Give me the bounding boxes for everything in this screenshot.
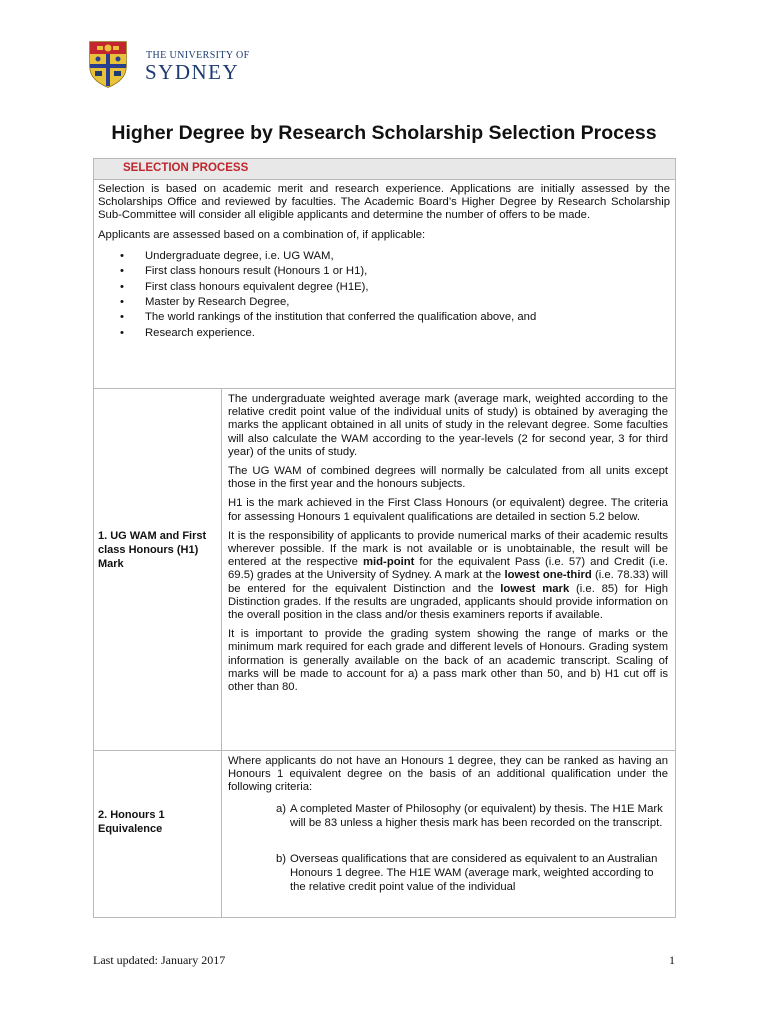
section-heading: SELECTION PROCESS (123, 162, 249, 174)
page-title: Higher Degree by Research Scholarship Selection Process (111, 122, 657, 144)
list-item: • First class honours result (Honours 1 or H1), (98, 264, 670, 279)
list-item: • Undergraduate degree, i.e. UG WAM, (98, 249, 670, 264)
lead-paragraph: Applicants are assessed based on a combination of, if applicable: (98, 228, 426, 241)
list-item: • The world rankings of the institution that conferred the qualification above, and (98, 310, 670, 325)
criterion-a (256, 802, 668, 830)
criterion-b-text: Overseas qualifications that are considered as equivalent to an Australian Honours 1 degree. The H1E WAM (average mark, weighted according to the relative credit point value of the individual (290, 852, 658, 893)
criteria-list (98, 249, 670, 341)
honours-paragraph: Where applicants do not have an Honours 1 degree, they can be ranked as having an Honours 1 equivalent degree on the basis of an additional qualification under the following criteria: (228, 755, 668, 794)
ug-wam-paragraph-2: The UG WAM of combined degrees will normally be calculated from all units except those in the first year and the honours subjects. (228, 465, 668, 491)
criterion-b (256, 852, 668, 894)
ug-wam-label: 1. UG WAM and First class Honours (H1) Mark (98, 530, 207, 570)
logo-university-of: THE UNIVERSITY OF (146, 50, 250, 61)
p4-text-c: for the equivalent Pass (i.e. 57) and Credit (i.e. 69.5) grades at the University of Sydney. A mark at the (228, 556, 668, 582)
honours-row (94, 751, 675, 919)
footer-updated: Last updated: January 2017 (93, 953, 226, 967)
p4-text-g: (i.e. 85) for High Distinction grades. If the results are ungraded, applicants should provide information on the overall position in the class and/or thesis examiners reports if available. (228, 582, 668, 622)
list-item: • Master by Research Degree, (98, 295, 670, 310)
criterion-b-letter: b) (275, 852, 286, 865)
crest-icon (88, 40, 128, 88)
list-item: • First class honours equivalent degree (H1E), (98, 280, 670, 295)
list-item: • Research experience. (98, 326, 670, 341)
p4-text-a: It is the responsibility of applicants to provide numerical marks of their academic results wherever possible. If the mark is not available or is unobtainable, the result will be entered at the respective (228, 529, 668, 569)
p4-bold-lowest-third: lowest one-third (504, 569, 592, 582)
table-header (94, 159, 675, 180)
university-logo (88, 40, 258, 92)
selection-table (93, 158, 676, 918)
ug-wam-paragraph-3: H1 is the mark achieved in the First Class Honours (or equivalent) degree. The criteria for assessing Honours 1 equivalent qualifications are detailed in section 5.2 below. (228, 497, 668, 523)
honours-label: 2. Honours 1 Equivalence (98, 809, 165, 835)
p4-bold-midpoint: mid-point (362, 556, 415, 569)
page-number: 1 (669, 953, 675, 967)
p4-bold-lowest-mark: lowest mark (500, 582, 570, 595)
intro-paragraph: Selection is based on academic merit and research experience. Applications are initially assessed by the Scholarships Office and reviewed by faculties. The Academic Board’s Higher Degree by Research Scholarship Sub-Committee will consider all eligible applicants and determine the number of offers to be made. (98, 183, 670, 222)
ug-wam-paragraph-5: It is important to provide the grading system showing the range of marks or the minimum mark required for each grade and different levels of Honours. Grading system information is generally available on the back of an academic transcript. Scaling of marks will be made to account for a) a pass mark other than 50, and b) H1 cut off is other than 80. (228, 628, 668, 694)
ug-wam-row (94, 389, 675, 751)
criterion-a-letter: a) (275, 802, 286, 815)
criterion-a-text: A completed Master of Philosophy (or equivalent) by thesis. The H1E Mark will be 83 unless a higher thesis mark has been recorded on the transcript. (290, 802, 663, 829)
ug-wam-paragraph-4 (228, 530, 668, 622)
logo-sydney: SYDNEY (145, 60, 240, 84)
ug-wam-paragraph-1: The undergraduate weighted average mark (average mark, weighted according to the relative credit point value of the individual units of study) is obtained by averaging the marks the applicant obtained in all units of study in the relevant degree. Some faculties will also calculate the WAM according to the year-levels (2 for second year, 3 for third year) of the units of study. (228, 393, 668, 458)
intro-row (94, 180, 675, 389)
column-divider (221, 389, 222, 918)
p4-text-e: (i.e. 78.33) will be entered for the equivalent Distinction and the (228, 569, 668, 595)
